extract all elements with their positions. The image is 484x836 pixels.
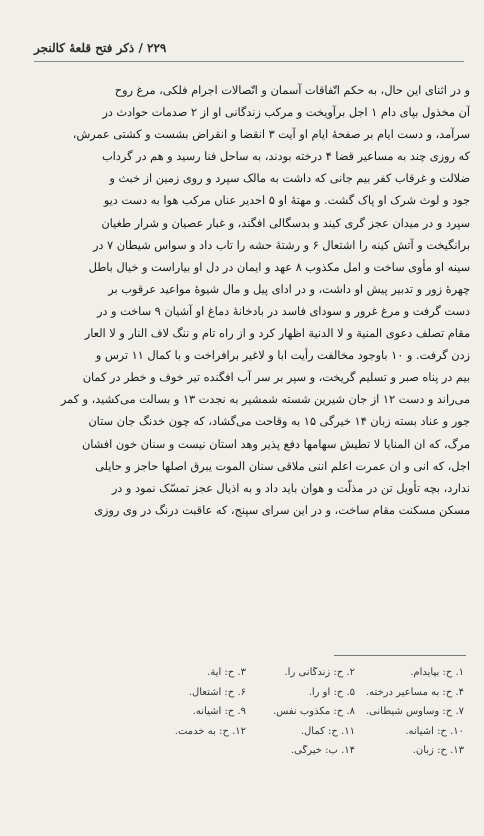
footnote: ۱۴. ب: خیرگی. [290,745,355,757]
footnote-row [30,663,466,683]
body-line: آن مخذول بپای دام ۱ اجل برآویخت و مرکب زندگانی او از ۲ صدمات حوادث در [102,106,470,120]
footnote: ۲. ح: زندگانی را. [284,667,355,679]
footnote: ۹. ح: آشیانه. [192,706,246,718]
body-line: جور و عناد بسته زبان ۱۴ خیرگی ۱۵ به وقاحت می‌گشاد، که چون خدنگ جان ستان [88,415,470,429]
footnote: ۱۰. ح: آشیانه. [405,725,464,737]
body-line: که روزی چند به مساعیر قضا ۴ درخته بودند، به ساحل فنا رسید و هم در گرداب [102,150,470,164]
footnote: ۳. ح: آیة. [207,667,246,679]
body-line: زدن گرفت. و ۱۰ باوجود مخالفت رأیت ابا و لاغیر برافراخت و با کمال ۱۱ ترس و [95,349,470,363]
body-line: اجل، که انی و ان عمرت اعلم اننی ملاقی سنان الموت یبرق اصلها حاجز و حایلی [95,459,470,473]
body-line: مرگ، که ان المنایا لا تطیش سهامها دفع پذیر وهد استان نیست و سنان خون افشان [81,437,470,451]
footnote-row [30,741,466,761]
footnote: ۱. ح: بپایدام. [410,667,464,679]
footnotes [30,663,466,761]
body-line: بیم در پناه صبر و تسلیم گریخت، و سپر بر سر آب افگنده تیر خوف و خطر در کمان [82,371,470,385]
body-line: ندارد، بچه تأویل تن در مذلّت و هوان باید داد و به اذیال عجز تمسّک نمود و در [111,481,470,495]
body-line: برانگیخت و آتش کینه را اشتعال ۶ و رشتهٔ حشه را تاب داد و سواس شیطان ۷ در [92,238,470,252]
body-line: سینه او مأوی ساخت و امل مکذوب ۸ عهد و ایمان در دل او بیاراست و خیال باطل [88,260,470,274]
footnote: ۱۳. ح: زبان. [412,745,464,757]
footnote: ۶. ح: اشتعال. [188,686,246,698]
footnote: ۱۱. ح: کمال. [300,725,355,737]
footnote-row [30,722,466,742]
footnote: ۸. ح: مکذوب نفس. [272,706,355,718]
body-line: چهرهٔ زور و تدبیر پیش او داشت، و در ادای پیل و مال شیوهٔ مواعید عرقوب بر [108,282,470,296]
footnote-row [30,683,466,703]
header-rule [34,61,464,62]
footnote-row [30,702,466,722]
body-line: جود و لوث شرک او پاک گشت. و مهتهٔ او ۵ احدیر عناں مرکب هوا به دست دیو [103,194,470,208]
body-line: سپرد و در میدان عجز گری کیند و بدسگالی افگند، و غبار عصیان و شرار طغیان [101,216,470,230]
footnote: ۴. ح: به مساعیر درخته. [365,686,464,698]
footnote: ۷. ح: وساوس شیطانی. [365,706,464,718]
body-text [30,80,470,522]
running-head: ۲۲۹ / ذکر فتح قلعهٔ کالنجر [34,41,167,55]
body-line: مسکن مسکنت مقام ساخت، و در این سرای سپنج، که عاقبت درنگ در وی روزی [94,503,470,517]
body-line: مقام تصلف دعوی المنیة و لا الدنیة اظهار کرد و از راه تام و ننگ لاف النار و لا العار [84,327,470,341]
footnote: ۵. ح: او را. [308,686,355,698]
body-line: ضلالت و غرقاب کفر بیم جانی که داشت به مالک سپرد و روی زمین از خبث و [109,172,470,186]
footnote: ۱۲. ح: به خدمت. [174,725,246,737]
body-line: و در اثنای این حال، به حکم اتّفاقات آسمان و اتّصالات اجرام فلکی، مرغ روح [114,84,470,97]
body-line: سرآمد، و دست ایام بر صفحهٔ ایام او آیت ۳ انقضا و انقراض بشست و کشتی عمرش، [72,128,470,142]
body-line: می‌راند و دست ۱۲ از جان شیرین شسته شمشیر به نجدت ۱۳ و بسالت می‌کشید، و کمر [60,393,470,407]
body-line: دست گرفت و مرغ غرور و سودای فاسد در بادخانهٔ دماغ او آشیان ۹ ساخت و در [96,304,470,318]
footnote-rule [334,655,466,656]
